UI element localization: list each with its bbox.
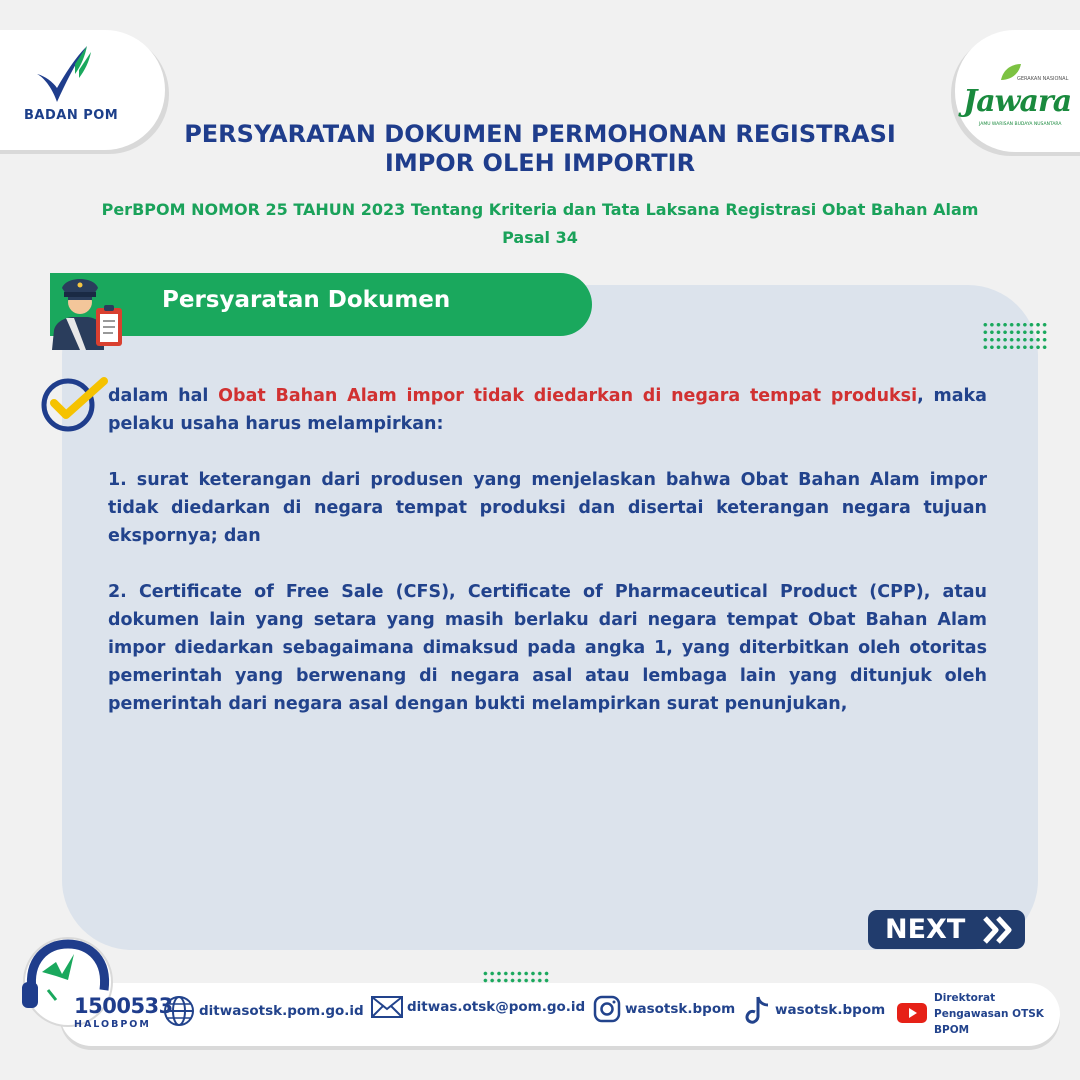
instagram-icon [592,994,622,1024]
section-header [50,273,592,336]
next-button[interactable] [868,910,1025,949]
intro-post: , maka pelaku usaha harus melampirkan: [108,386,987,434]
hotline-number: 1500533 [74,994,173,1018]
jawara-logo [955,30,1080,152]
intro-paragraph [108,382,987,438]
article-line: Pasal 34 [502,228,578,247]
website-text: ditwasotsk.pom.go.id [199,1003,364,1019]
page-title: PERSYARATAN DOKUMEN PERMOHONAN REGISTRASI IMPOR OLEH IMPORTIR [184,120,896,177]
mail-icon [370,994,404,1020]
regulation-line: PerBPOM NOMOR 25 TAHUN 2023 Tentang Kriteria dan Tata Laksana Registrasi Obat Bahan Alam [101,200,979,219]
regulation-reference [60,196,1020,252]
email-text: ditwas.otsk@pom.go.id [407,999,586,1015]
website-link[interactable] [162,994,364,1028]
requirements-text [108,382,987,718]
badan-pom-logo [0,30,165,150]
instagram-link[interactable] [592,994,735,1024]
section-label: Persyaratan Dokumen [162,287,451,313]
tiktok-link[interactable] [742,994,885,1026]
email-link[interactable] [370,994,585,1020]
next-label: NEXT [885,914,966,945]
tiktok-text: wasotsk.bpom [775,1002,886,1018]
double-chevron-right-icon [981,915,1017,945]
globe-icon [162,994,196,1028]
tiktok-icon [742,994,772,1026]
youtube-link[interactable] [896,1002,931,1024]
decorative-dots-bottom [482,970,550,984]
checkmark-icon [40,375,110,435]
officer-icon [46,272,128,352]
youtube-line-3: BPOM [934,1024,970,1036]
youtube-channel-label[interactable] [934,990,1044,1038]
badan-pom-text: BADAN POM [24,108,119,123]
leaf-icon [999,62,1023,82]
instagram-text: wasotsk.bpom [625,1001,736,1017]
youtube-line-1: Direktorat [934,992,996,1004]
requirement-item-2: 2. Certificate of Free Sale (CFS), Certificate of Pharmaceutical Product (CPP), atau dokumen lain yang setara yang masih berlaku dari negara tempat Obat Bahan Alam impor diedarkan sebagaimana dimaksud pada angka 1, yang diterbitkan oleh otoritas pemerintah yang berwenang di negara asal atau lembaga lain yang ditunjuk oleh pemerintah dari negara asal dengan bukti melampirkan surat penunjukan, [108,582,987,714]
intro-pre: dalam hal [108,386,219,406]
youtube-line-2: Pengawasan OTSK [934,1008,1044,1020]
hotline-badge[interactable] [12,932,173,1046]
requirement-item-1: 1. surat keterangan dari produsen yang menjelaskan bahwa Obat Bahan Alam impor tidak diedarkan di negara tempat produksi dan disertai keterangan negara tujuan ekspornya; dan [108,470,987,546]
decorative-dots [982,321,1048,351]
jawara-bottom-text: JAMU WARISAN BUDAYA NUSANTARA [979,122,1062,127]
jawara-word: Jawara [963,84,1072,119]
intro-highlight: Obat Bahan Alam impor tidak diedarkan di negara tempat produksi [218,386,918,406]
jawara-top-text: GERAKAN NASIONAL [1017,76,1069,82]
hotline-label: HALOBPOM [74,1019,151,1030]
badan-pom-emblem-icon [35,44,95,106]
youtube-icon [896,1002,928,1024]
